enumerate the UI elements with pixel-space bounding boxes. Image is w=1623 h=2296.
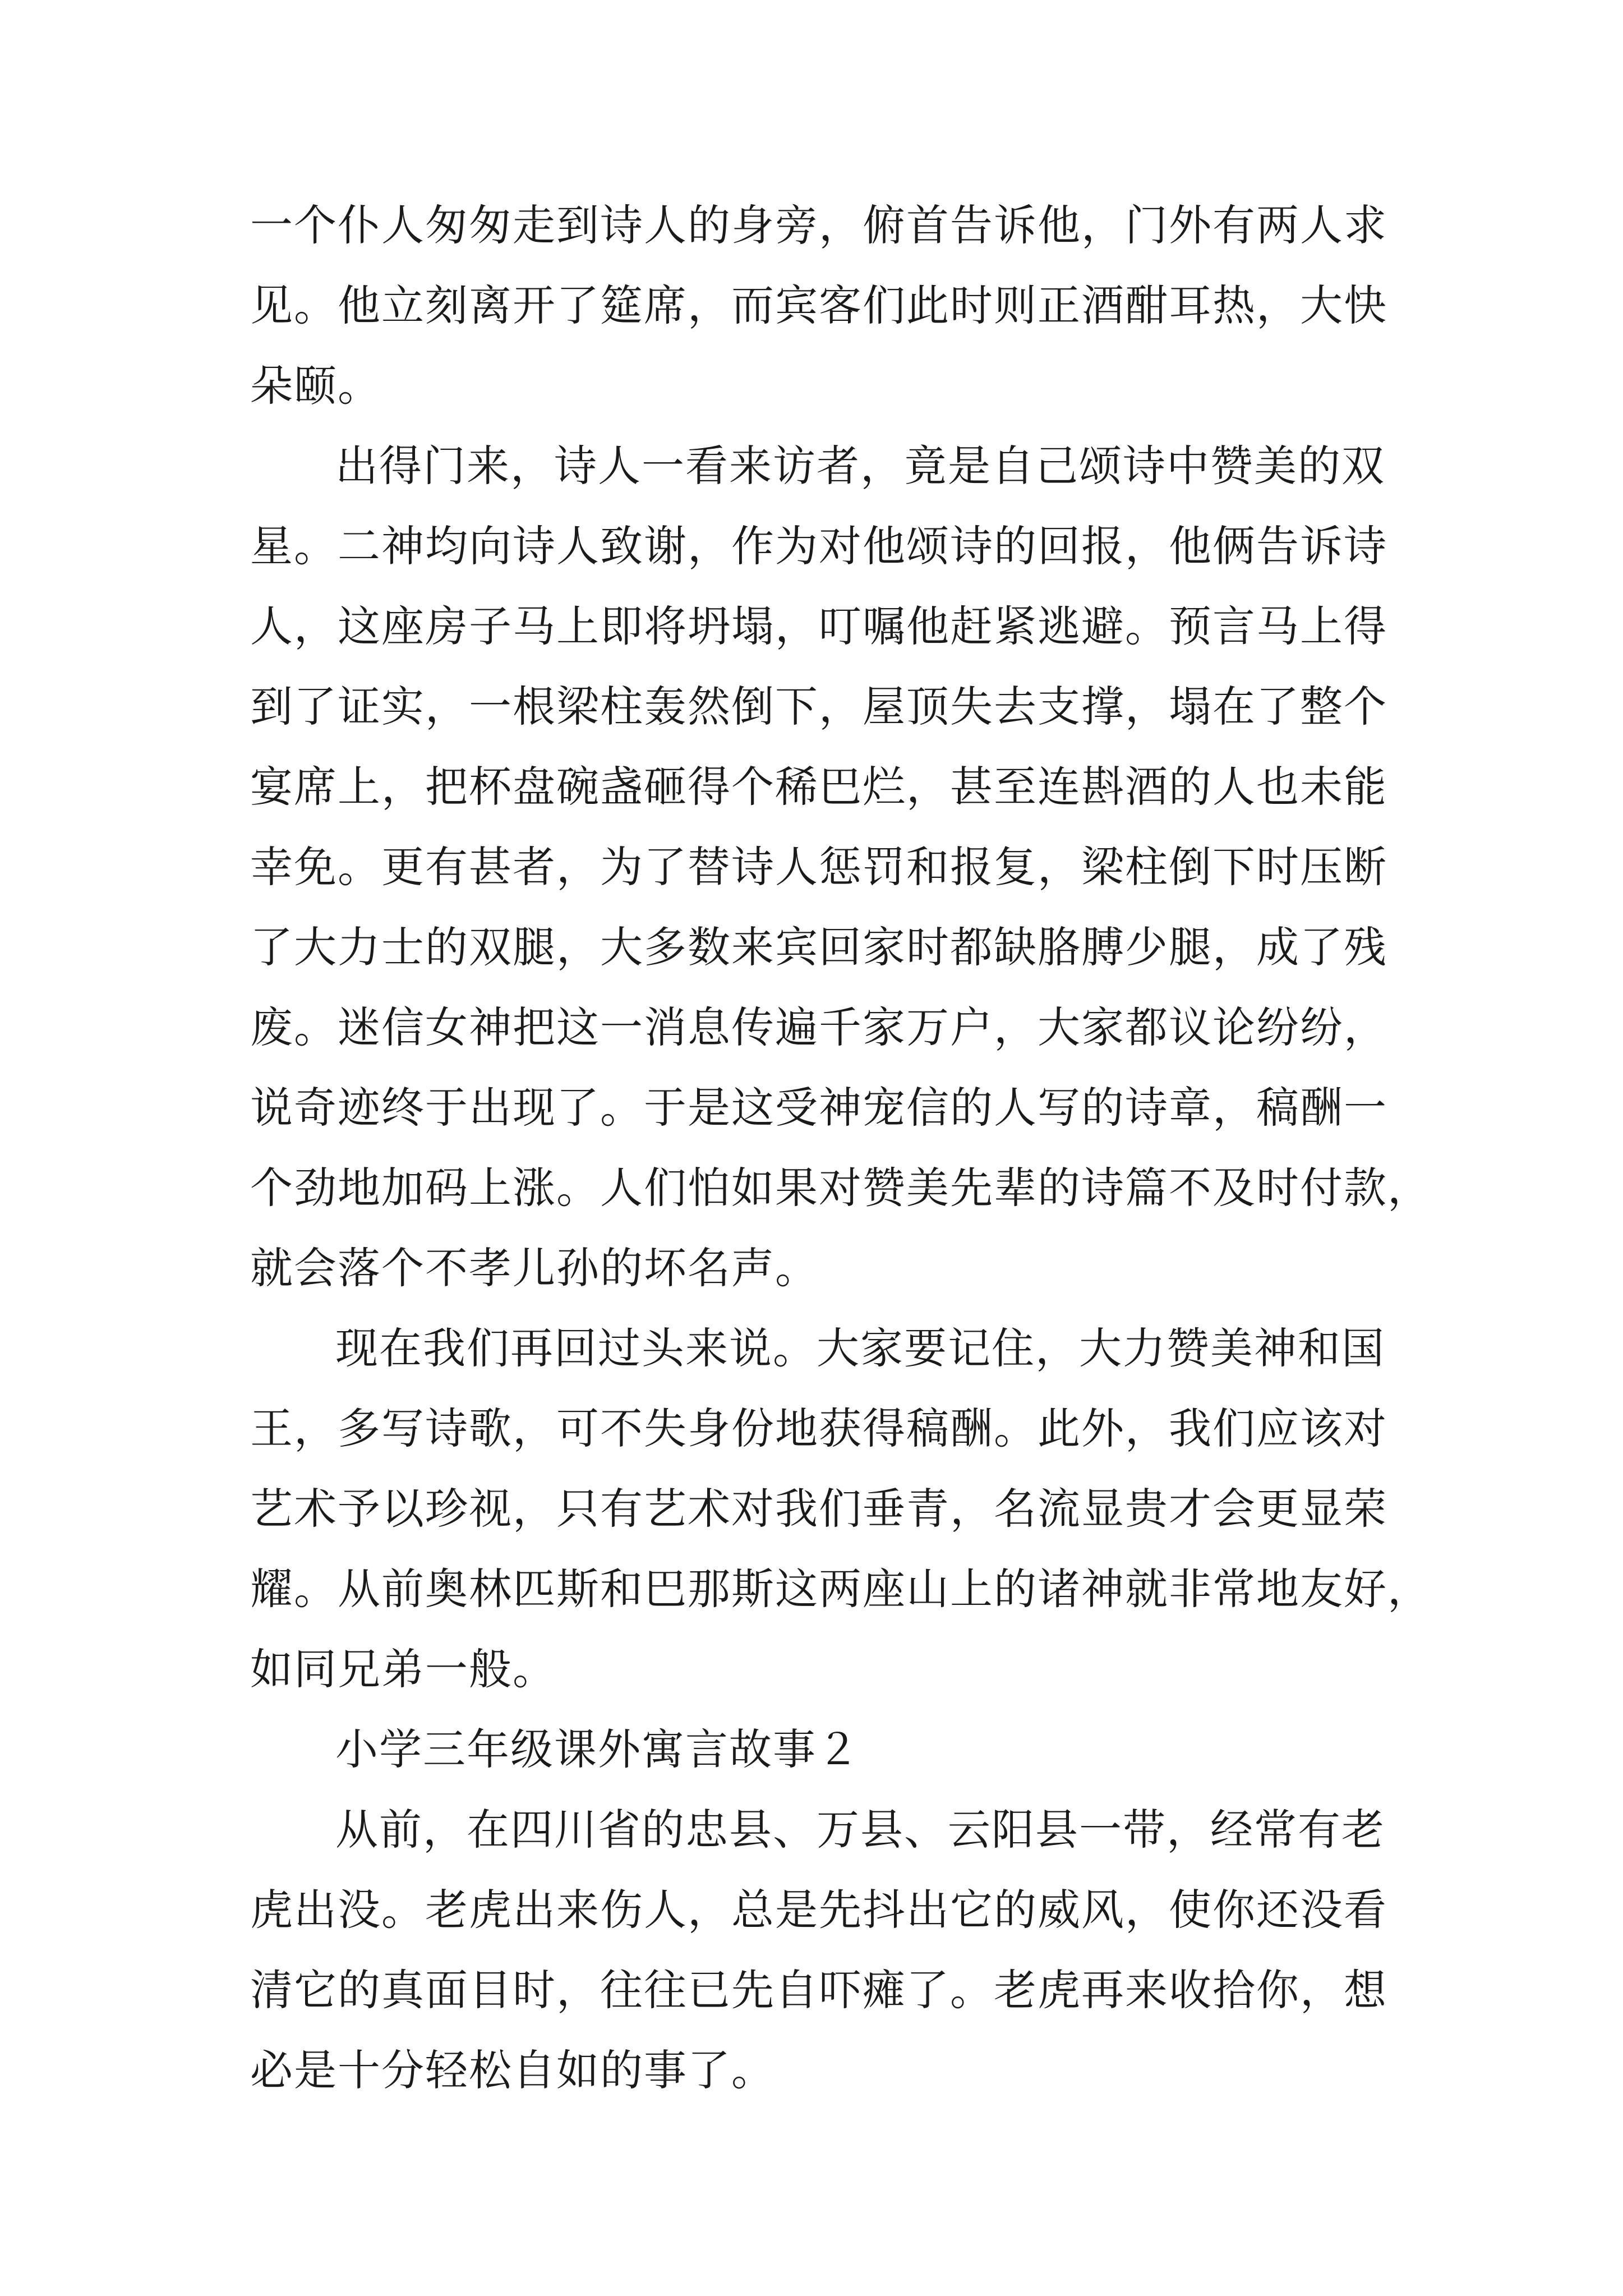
section-heading (250, 1709, 1394, 1789)
text-line: 幸免。更有甚者，为了替诗人惩罚和报复，梁柱倒下时压断 (250, 842, 1387, 892)
paragraph (250, 1308, 1431, 1709)
text-line: 耀。从前奥林匹斯和巴那斯这两座山上的诸神就非常地友好， (250, 1564, 1431, 1614)
text-line: 朵颐。 (250, 361, 381, 411)
text-line: 见。他立刻离开了筵席，而宾客们此时则正酒酣耳热，大快 (250, 280, 1387, 330)
text-line: 出得门来，诗人一看来访者，竟是自己颂诗中赞美的双 (335, 441, 1385, 491)
text-line: 了大力士的双腿，大多数来宾回家时都缺胳膊少腿，成了残 (250, 922, 1387, 972)
text-line: 从前，在四川省的忠县、万县、云阳县一带，经常有老 (335, 1805, 1385, 1855)
paragraph (250, 185, 1394, 426)
text-line: 必是十分轻松自如的事了。 (250, 2045, 775, 2095)
text-line: 星。二神均向诗人致谢，作为对他颂诗的回报，他俩告诉诗 (250, 521, 1387, 571)
document-page (250, 185, 1431, 2110)
text-line: 说奇迹终于出现了。于是这受神宠信的人写的诗章，稿酬一 (250, 1083, 1387, 1133)
text-line: 现在我们再回过头来说。大家要记住，大力赞美神和国 (335, 1323, 1385, 1373)
text-line: 虎出没。老虎出来伤人，总是先抖出它的威风，使你还没看 (250, 1885, 1387, 1935)
paragraph (250, 426, 1431, 1308)
text-line: 清它的真面目时，往往已先自吓瘫了。老虎再来收拾你，想 (250, 1965, 1387, 2015)
text-line: 如同兄弟一般。 (250, 1644, 556, 1694)
text-line: 王，多写诗歌，可不失身份地获得稿酬。此外，我们应该对 (250, 1404, 1387, 1453)
text-line: 就会落个不孝儿孙的坏名声。 (250, 1243, 819, 1293)
text-line: 废。迷信女神把这一消息传遍千家万户，大家都议论纷纷， (250, 1002, 1387, 1052)
text-line: 人，这座房子马上即将坍塌，叮嘱他赶紧逃避。预言马上得 (250, 601, 1387, 651)
text-line: 宴席上，把杯盘碗盏砸得个稀巴烂，甚至连斟酒的人也未能 (250, 762, 1387, 812)
text-line: 到了证实，一根梁柱轰然倒下，屋顶失去支撑，塌在了整个 (250, 682, 1387, 731)
text-line: 一个仆人匆匆走到诗人的身旁，俯首告诉他，门外有两人求 (250, 200, 1387, 250)
heading-text: 小学三年级课外寓言故事２ (335, 1724, 860, 1774)
text-line: 艺术予以珍视，只有艺术对我们垂青，名流显贵才会更显荣 (250, 1484, 1387, 1534)
text-line: 个劲地加码上涨。人们怕如果对赞美先辈的诗篇不及时付款， (250, 1163, 1431, 1213)
paragraph (250, 1789, 1394, 2110)
